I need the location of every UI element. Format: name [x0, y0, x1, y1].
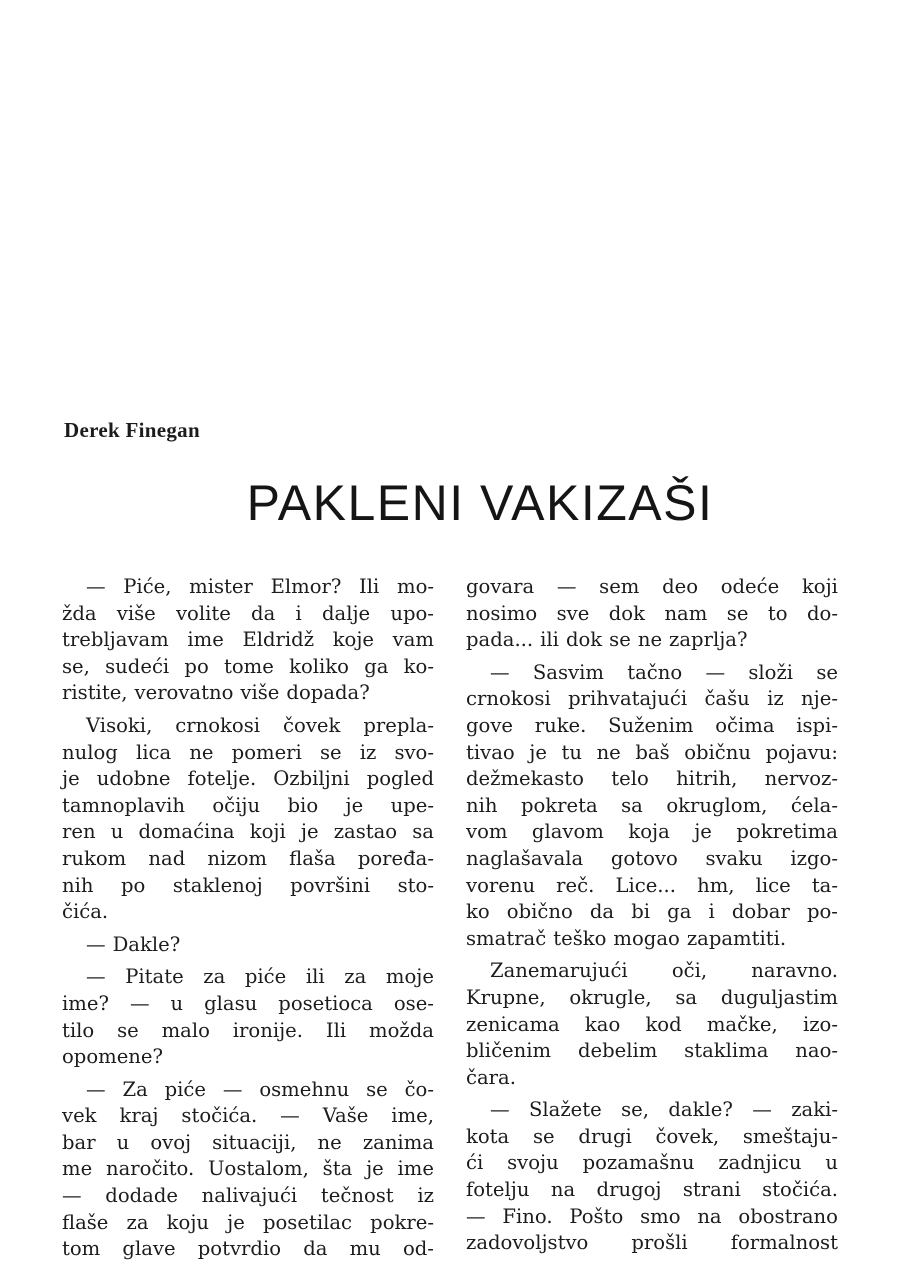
paragraph — [466, 958, 838, 1091]
text-line: dežmekasto telo hitrih, nervoz- — [466, 767, 838, 791]
text-line: — Za piće — osmehnu se čo- — [86, 1077, 434, 1101]
text-line: nih po staklenoj površini sto- — [62, 873, 434, 897]
text-line: vom glavom koja je pokretima — [466, 820, 838, 844]
paragraph — [62, 932, 434, 959]
text-line: čića. — [62, 900, 109, 924]
story-title: PAKLENI VAKIZAŠI — [246, 475, 714, 531]
text-line: crnokosi prihvatajući čašu iz nje- — [466, 687, 838, 711]
text-line: tivao je tu ne baš običnu pojavu: — [466, 740, 838, 764]
paragraph — [62, 1077, 434, 1263]
text-line: — Fino. Pošto smo na obostrano — [466, 1204, 838, 1228]
text-line: — Piće, mister Elmor? Ili mo- — [86, 575, 434, 598]
author-name: Derek Finegan — [64, 418, 200, 442]
text-line: flaše za koju je posetilac pokre- — [62, 1210, 434, 1234]
text-line: tamnoplavih očiju bio je upe- — [62, 793, 434, 817]
text-line: — Sasvim tačno — složi se — [490, 660, 838, 684]
text-line: trebljavam ime Eldridž koje vam — [62, 628, 434, 652]
paragraph — [62, 574, 434, 707]
paragraph — [62, 713, 434, 926]
text-line: ko obično da bi ga i dobar po- — [466, 900, 838, 924]
text-line: pada... ili dok se ne zaprlja? — [466, 628, 748, 652]
text-line: nih pokreta sa okruglom, ćela- — [466, 793, 838, 817]
text-line: smatrač teško mogao zapamtiti. — [466, 926, 787, 950]
text-line: žda više volite da i dalje upo- — [62, 601, 434, 625]
text-line: naglašavala gotovo svaku izgo- — [466, 846, 838, 870]
text-line: me naročito. Uostalom, šta je ime — [62, 1157, 434, 1181]
text-line: nosimo sve dok nam se to do- — [466, 601, 838, 625]
left-text-column — [62, 574, 434, 1263]
right-text-column — [466, 574, 838, 1257]
text-line: opomene? — [62, 1045, 164, 1069]
text-line: bličenim debelim staklima nao- — [466, 1039, 838, 1063]
paragraph — [466, 660, 838, 953]
text-line: tom glave potvrdio da mu od- — [62, 1237, 434, 1261]
text-line: zenicama kao kod mačke, izo- — [466, 1012, 838, 1036]
text-line: bar u ovoj situaciji, ne zanima — [62, 1130, 434, 1154]
paragraph — [466, 1097, 838, 1257]
text-line: se, sudeći po tome koliko ga ko- — [62, 654, 434, 678]
text-line: fotelju na drugoj strani stočića. — [466, 1178, 838, 1202]
paragraph — [62, 964, 434, 1070]
text-line: vorenu reč. Lice... hm, lice ta- — [466, 873, 838, 897]
text-line: Zanemarujući oči, naravno. — [490, 959, 838, 983]
text-line: čara. — [466, 1065, 516, 1089]
text-line: — dodade nalivajući tečnost iz — [62, 1184, 434, 1208]
text-line: — Dakle? — [86, 932, 181, 956]
text-line: ime? — u glasu posetioca ose- — [62, 991, 434, 1015]
text-line: ren u domaćina koji je zastao sa — [62, 820, 434, 844]
text-line: zadovoljstvo prošli formalnost — [466, 1231, 838, 1255]
text-line: rukom nad nizom flaša poređa- — [62, 846, 434, 870]
text-line: Visoki, crnokosi čovek prepla- — [86, 713, 434, 737]
text-line: vek kraj stočića. — Vaše ime, — [62, 1104, 434, 1128]
text-line: — Pitate za piće ili za moje — [86, 965, 434, 989]
text-line: gove ruke. Suženim očima ispi- — [466, 713, 838, 737]
text-line: je udobne fotelje. Ozbiljni pogled — [62, 767, 434, 791]
text-line: ristite, verovatno više dopada? — [62, 681, 370, 705]
text-line: — Slažete se, dakle? — zaki- — [490, 1098, 838, 1122]
text-line: tilo se malo ironije. Ili možda — [62, 1018, 434, 1042]
paragraph — [466, 574, 838, 654]
text-line: govara — sem deo odeće koji — [466, 575, 838, 598]
text-line: Krupne, okrugle, sa duguljastim — [466, 985, 838, 1009]
text-line: ći svoju pozamašnu zadnjicu u — [466, 1151, 838, 1175]
text-line: kota se drugi čovek, smeštaju- — [466, 1124, 838, 1148]
text-line: nulog lica ne pomeri se iz svo- — [62, 740, 434, 764]
